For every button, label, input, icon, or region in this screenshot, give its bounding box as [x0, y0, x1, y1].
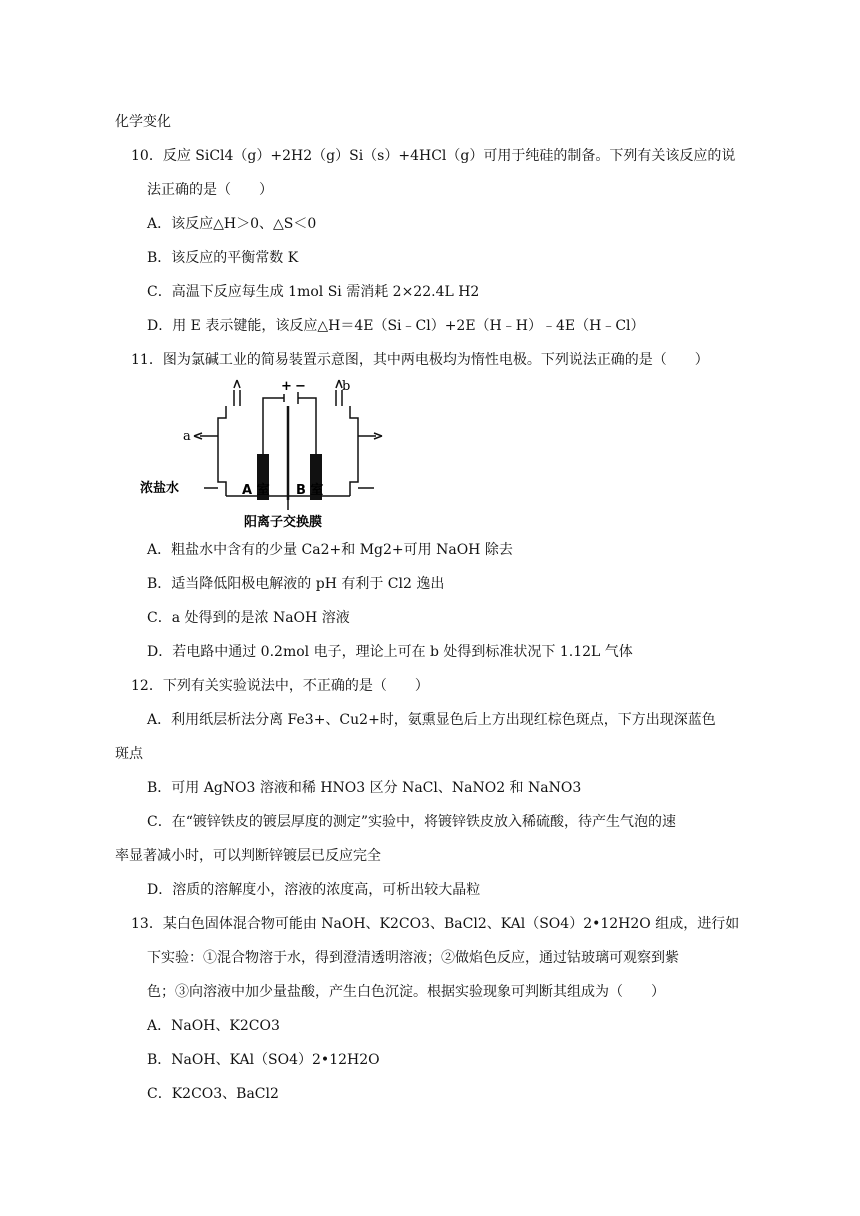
q10-option-b: B．该反应的平衡常数 K — [147, 250, 299, 266]
outlet-a-label: a — [183, 429, 191, 444]
q11-option-b: B．适当降低阳极电解液的 pH 有利于 Cl2 逸出 — [147, 576, 445, 592]
outlet-b-label: b — [342, 379, 351, 394]
minus-label: − — [295, 379, 306, 394]
q10-stem-line2: 法正确的是（ ） — [147, 182, 273, 198]
q12-option-b: B．可用 AgNO3 溶液和稀 HNO3 区分 NaCl、NaNO2 和 NaNO3 — [147, 780, 582, 796]
q12-stem: 12．下列有关实验说法中，不正确的是（ ） — [131, 678, 429, 694]
q13-stem-line1: 13．某白色固体混合物可能由 NaOH、K2CO3、BaCl2、KAl（SO4）2•12H2O 组成，进行如 — [131, 916, 740, 932]
q13-stem-line2: 下实验：①混合物溶于水，得到澄清透明溶液；②做焰色反应，通过钴玻璃可观察到紫 — [147, 950, 679, 966]
salt-water-label: 浓盐水 — [140, 481, 180, 496]
chlor-alkali-diagram — [138, 376, 398, 536]
q10-option-c: C．高温下反应每生成 1mol Si 需消耗 2×22.4L H2 — [147, 284, 480, 300]
q13-stem-line3: 色；③向溶液中加少量盐酸，产生白色沉淀。根据实验现象可判断其组成为（ ） — [147, 984, 665, 1000]
q13-option-a: A．NaOH、K2CO3 — [147, 1018, 280, 1034]
q11-option-a: A．粗盐水中含有的少量 Ca2+和 Mg2+可用 NaOH 除去 — [147, 542, 513, 558]
left-outlet-arrow — [234, 380, 240, 388]
q12-option-d: D．溶质的溶解度小，溶液的浓度高，可析出较大晶粒 — [147, 882, 481, 898]
lead-text: 化学变化 — [115, 114, 171, 130]
q11-stem: 11．图为氯碱工业的简易装置示意图，其中两电极均为惰性电极。下列说法正确的是（ ） — [131, 352, 709, 368]
q10-option-d: D．用 E 表示键能，该反应△H＝4E（Si﹣Cl）+2E（H﹣H）﹣4E（H﹣Cl） — [147, 318, 645, 334]
membrane-label: 阳离子交换膜 — [244, 515, 323, 530]
cell-right-wall — [350, 406, 358, 496]
q12-option-c-line2: 率显著减小时，可以判断锌镀层已反应完全 — [115, 848, 381, 864]
q12-option-a-line2: 斑点 — [115, 746, 143, 762]
q13-option-c: C．K2CO3、BaCl2 — [147, 1086, 279, 1102]
q13-option-b: B．NaOH、KAl（SO4）2•12H2O — [147, 1052, 380, 1068]
q11-option-d: D．若电路中通过 0.2mol 电子，理论上可在 b 处得到标准状况下 1.12L 气体 — [147, 644, 633, 660]
room-a-label: A 室 — [242, 483, 270, 498]
q11-option-c: C．a 处得到的是浓 NaOH 溶液 — [147, 610, 350, 626]
q10-option-a: A．该反应△H＞0、△S＜0 — [147, 216, 317, 232]
q12-option-c-line1: C．在“镀锌铁皮的镀层厚度的测定”实验中，将镀锌铁皮放入稀硫酸，待产生气泡的速 — [147, 814, 677, 830]
plus-label: + — [281, 379, 292, 394]
cell-left-wall — [218, 406, 226, 496]
circuit-wire — [263, 398, 316, 454]
q12-option-a-line1: A．利用纸层析法分离 Fe3+、Cu2+时，氨熏显色后上方出现红棕色斑点，下方出现深蓝色 — [147, 712, 716, 728]
left-outlet — [234, 390, 240, 406]
q10-stem-line1: 10．反应 SiCl4（g）+2H2（g）Si（s）+4HCl（g）可用于纯硅的制备。下列有关该反应的说 — [131, 148, 736, 164]
room-b-label: B 室 — [296, 483, 324, 498]
